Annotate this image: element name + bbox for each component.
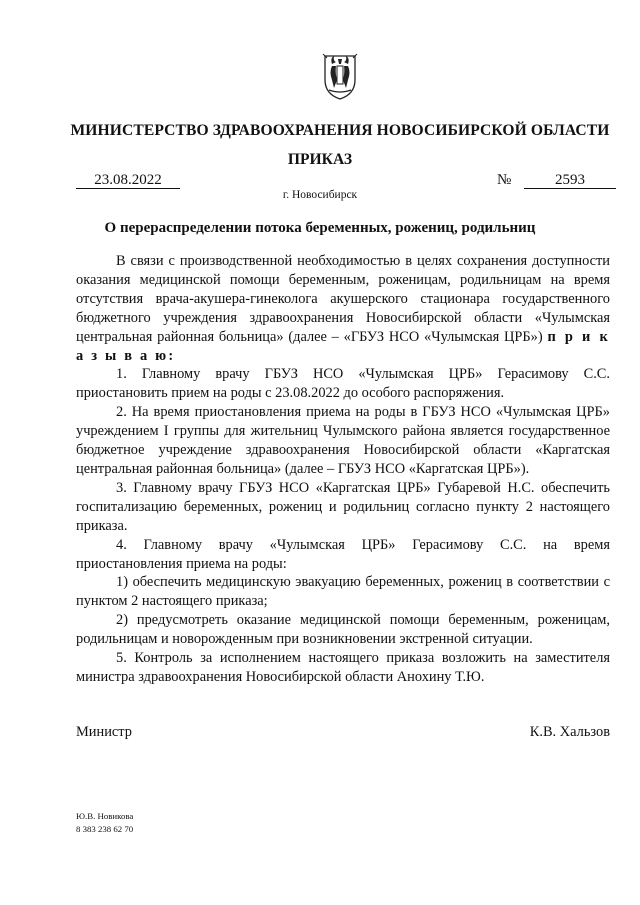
ministry-name: МИНИСТЕРСТВО ЗДРАВООХРАНЕНИЯ НОВОСИБИРСКОЙ ОБЛАСТИ (70, 122, 610, 139)
item-2: 2. На время приостановления приема на роды в ГБУЗ НСО «Чулымская ЦРБ» учреждением I группы для жительниц Чулымского района является государственное бюджетное учреждение здравоохранения Новосибирской области «Каргатская центральная районная больница» (далее – ГБУЗ НСО «Каргатская ЦРБ»). (76, 404, 610, 477)
number-sign: № (497, 172, 512, 188)
item-4: 4. Главному врачу «Чулымская ЦРБ» Герасимову С.С. на время приостановления приема на роды: (76, 536, 610, 572)
intro-paragraph (76, 252, 610, 365)
order-subject: О перераспределении потока беременных, рожениц, родильниц (104, 220, 536, 236)
intro-text: В связи с производственной необходимостью в целях сохранения доступности оказания медицинской помощи беременным, роженицам, родильницам на время отсутствия врача-акушера-гинеколога акушерского стационара государственного бюджетного учреждения здравоохранения Новосибирской области «Чулымская центральная районная больница» (далее – «ГБУЗ НСО «Чулымская ЦРБ») (76, 253, 610, 345)
order-date: 23.08.2022 (76, 172, 180, 189)
order-word: п р и к а з ы в а ю: (76, 328, 610, 364)
order-number: 2593 (524, 172, 616, 189)
city: г. Новосибирск (282, 189, 358, 201)
item-4-sub-1: 1) обеспечить медицинскую эвакуацию беременных, рожениц в соответствии с пунктом 2 настоящего приказа; (76, 574, 610, 610)
item-4-sub-2: 2) предусмотреть оказание медицинской помощи беременным, роженицам, родильницам и новорожденным при возникновении экстренной ситуации. (76, 612, 610, 648)
signatory-role: Министр (76, 724, 132, 740)
contact-info (76, 810, 133, 836)
contact-phone: 8 383 238 62 70 (76, 824, 134, 834)
signatory-name: К.В. Хальзов (529, 724, 610, 740)
item-5: 5. Контроль за исполнением настоящего приказа возложить на заместителя министра здравоохранения Новосибирской области Анохину Т.Ю. (76, 650, 610, 685)
contact-name: Ю.В. Новикова (76, 811, 134, 821)
document-type: ПРИКАЗ (287, 151, 353, 168)
item-3: 3. Главному врачу ГБУЗ НСО «Каргатская ЦРБ» Губаревой Н.С. обеспечить госпитализацию беременных, рожениц и родильниц согласно пункту 2 настоящего приказа. (76, 479, 610, 534)
item-1: 1. Главному врачу ГБУЗ НСО «Чулымская ЦРБ» Герасимову С.С. приостановить прием на роды с 23.08.2022 до особого распоряжения. (76, 366, 610, 402)
order-body (76, 252, 610, 687)
coat-of-arms-icon (319, 50, 361, 100)
